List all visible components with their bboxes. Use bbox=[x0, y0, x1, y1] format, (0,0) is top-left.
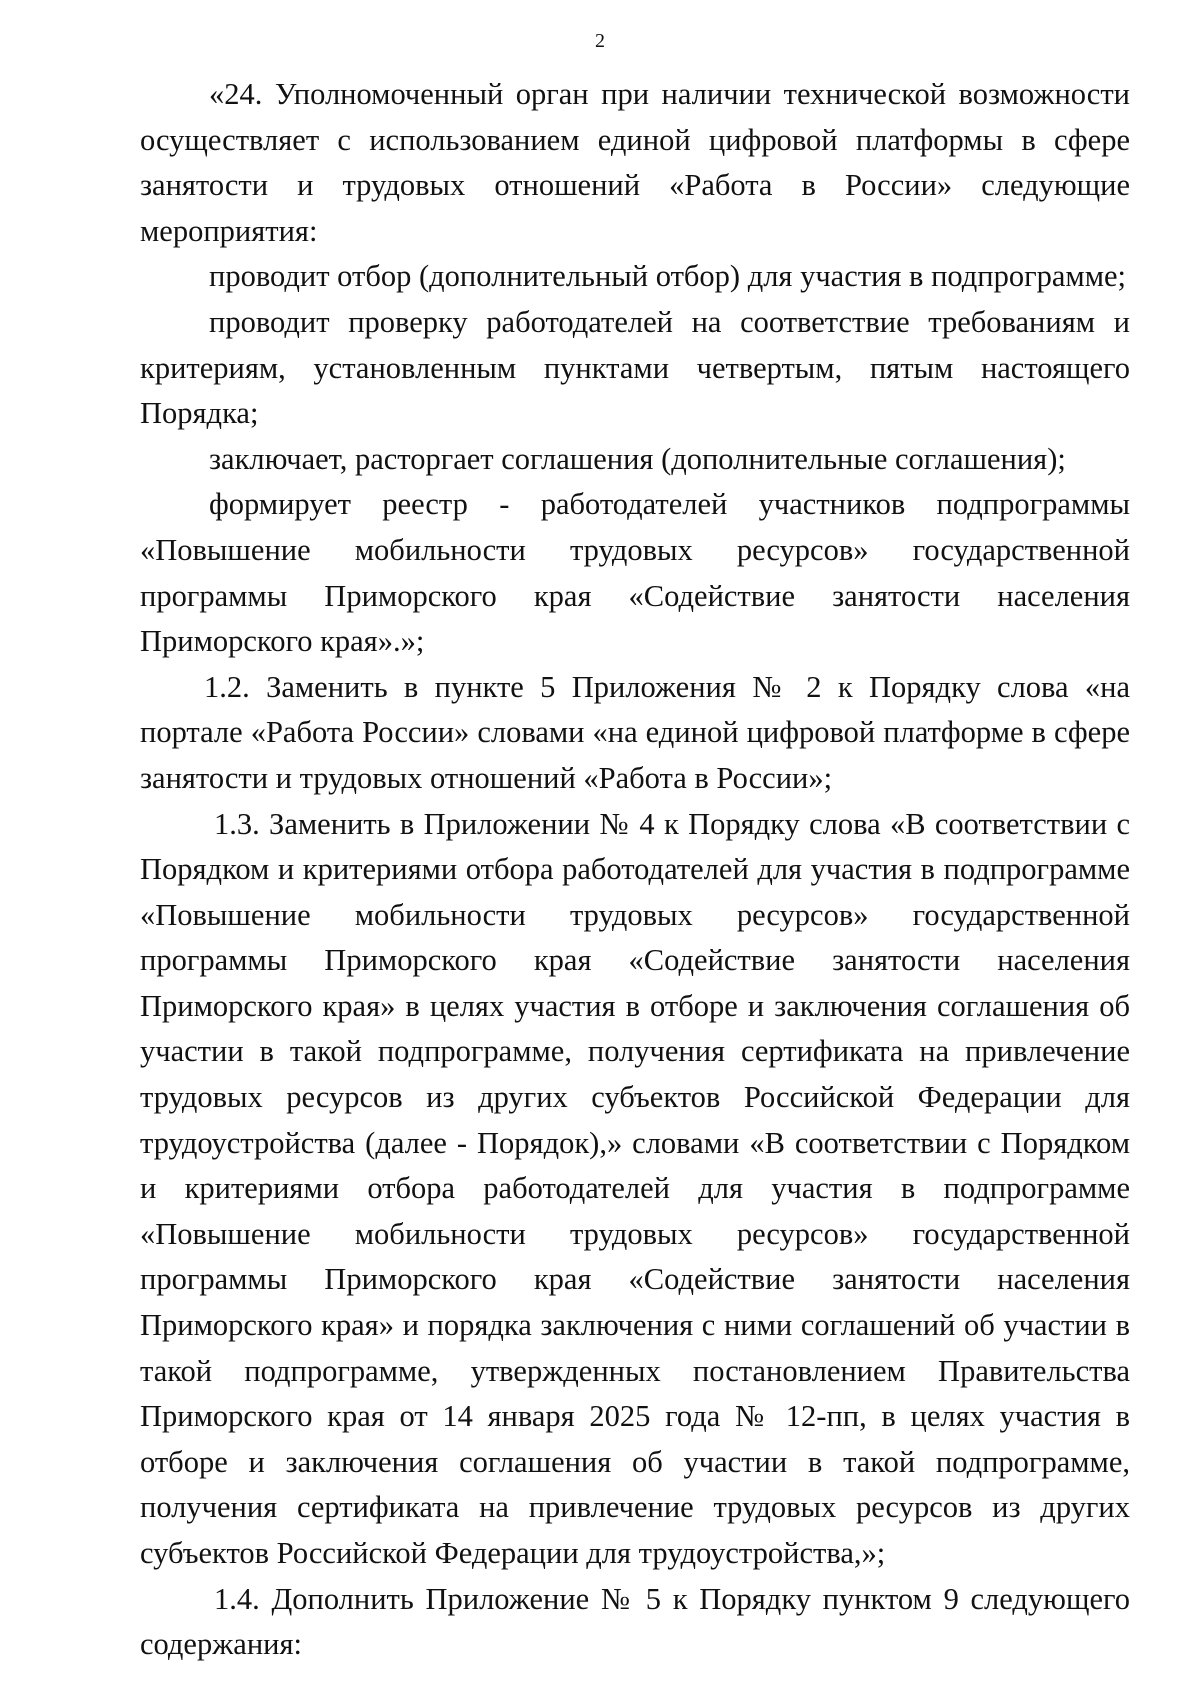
paragraph-item-1-3: 1.3. Заменить в Приложении № 4 к Порядку слова «В соответствии с Порядком и критериями отбора работодателей для участия в подпрограмме «Повышение мобильности трудовых ресурсов» государственной программы Приморского края «Содействие занятости населения Приморского края» в целях участия в отборе и заключения соглашения об участии в такой подпрограмме, получения сертификата на привлечение трудовых ресурсов из других субъектов Российской Федерации для трудоустройства (далее - Порядок),» словами «В соответствии с Порядком и критериями отбора работодателей для участия в подпрограмме «Повышение мобильности трудовых ресурсов» государственной программы Приморского края «Содействие занятости населения Приморского края» и порядка заключения с ними соглашений об участии в такой подпрограмме, утвержденных постановлением Правительства Приморского края от 14 января 2025 года № 12-пп, в целях участия в отборе и заключения соглашения об участии в такой подпрограмме, получения сертификата на привлечение трудовых ресурсов из других субъектов Российской Федерации для трудоустройства,»; bbox=[140, 806, 1130, 1570]
page-number: 2 bbox=[595, 30, 605, 52]
paragraph-item-1-2: 1.2. Заменить в пункте 5 Приложения № 2 к Порядку слова «на портале «Работа России» словами «на единой цифровой платформе в сфере занятости и трудовых отношений «Работа в России»; bbox=[140, 669, 1130, 795]
paragraph-clause-24: «24. Уполномоченный орган при наличии технической возможности осуществляет с использованием единой цифровой платформы в сфере занятости и трудовых отношений «Работа в России» следующие мероприятия: bbox=[140, 77, 1130, 248]
paragraph-selection: проводит отбор (дополнительный отбор) для участия в подпрограмме; bbox=[209, 259, 1127, 294]
paragraph-employer-check: проводит проверку работодателей на соответствие требованиям и критериям, установленным пунктами четвертым, пятым настоящего Порядка; bbox=[140, 304, 1130, 431]
paragraph-item-1-4: 1.4. Дополнить Приложение № 5 к Порядку пунктом 9 следующего содержания: bbox=[140, 1581, 1130, 1662]
paragraph-registry: формирует реестр - работодателей участников подпрограммы «Повышение мобильности трудовых ресурсов» государственной программы Приморского края «Содействие занятости населения Приморского края».»; bbox=[140, 487, 1130, 659]
paragraph-agreements: заключает, расторгает соглашения (дополнительные соглашения); bbox=[209, 441, 1066, 476]
document-body bbox=[140, 72, 1130, 1668]
